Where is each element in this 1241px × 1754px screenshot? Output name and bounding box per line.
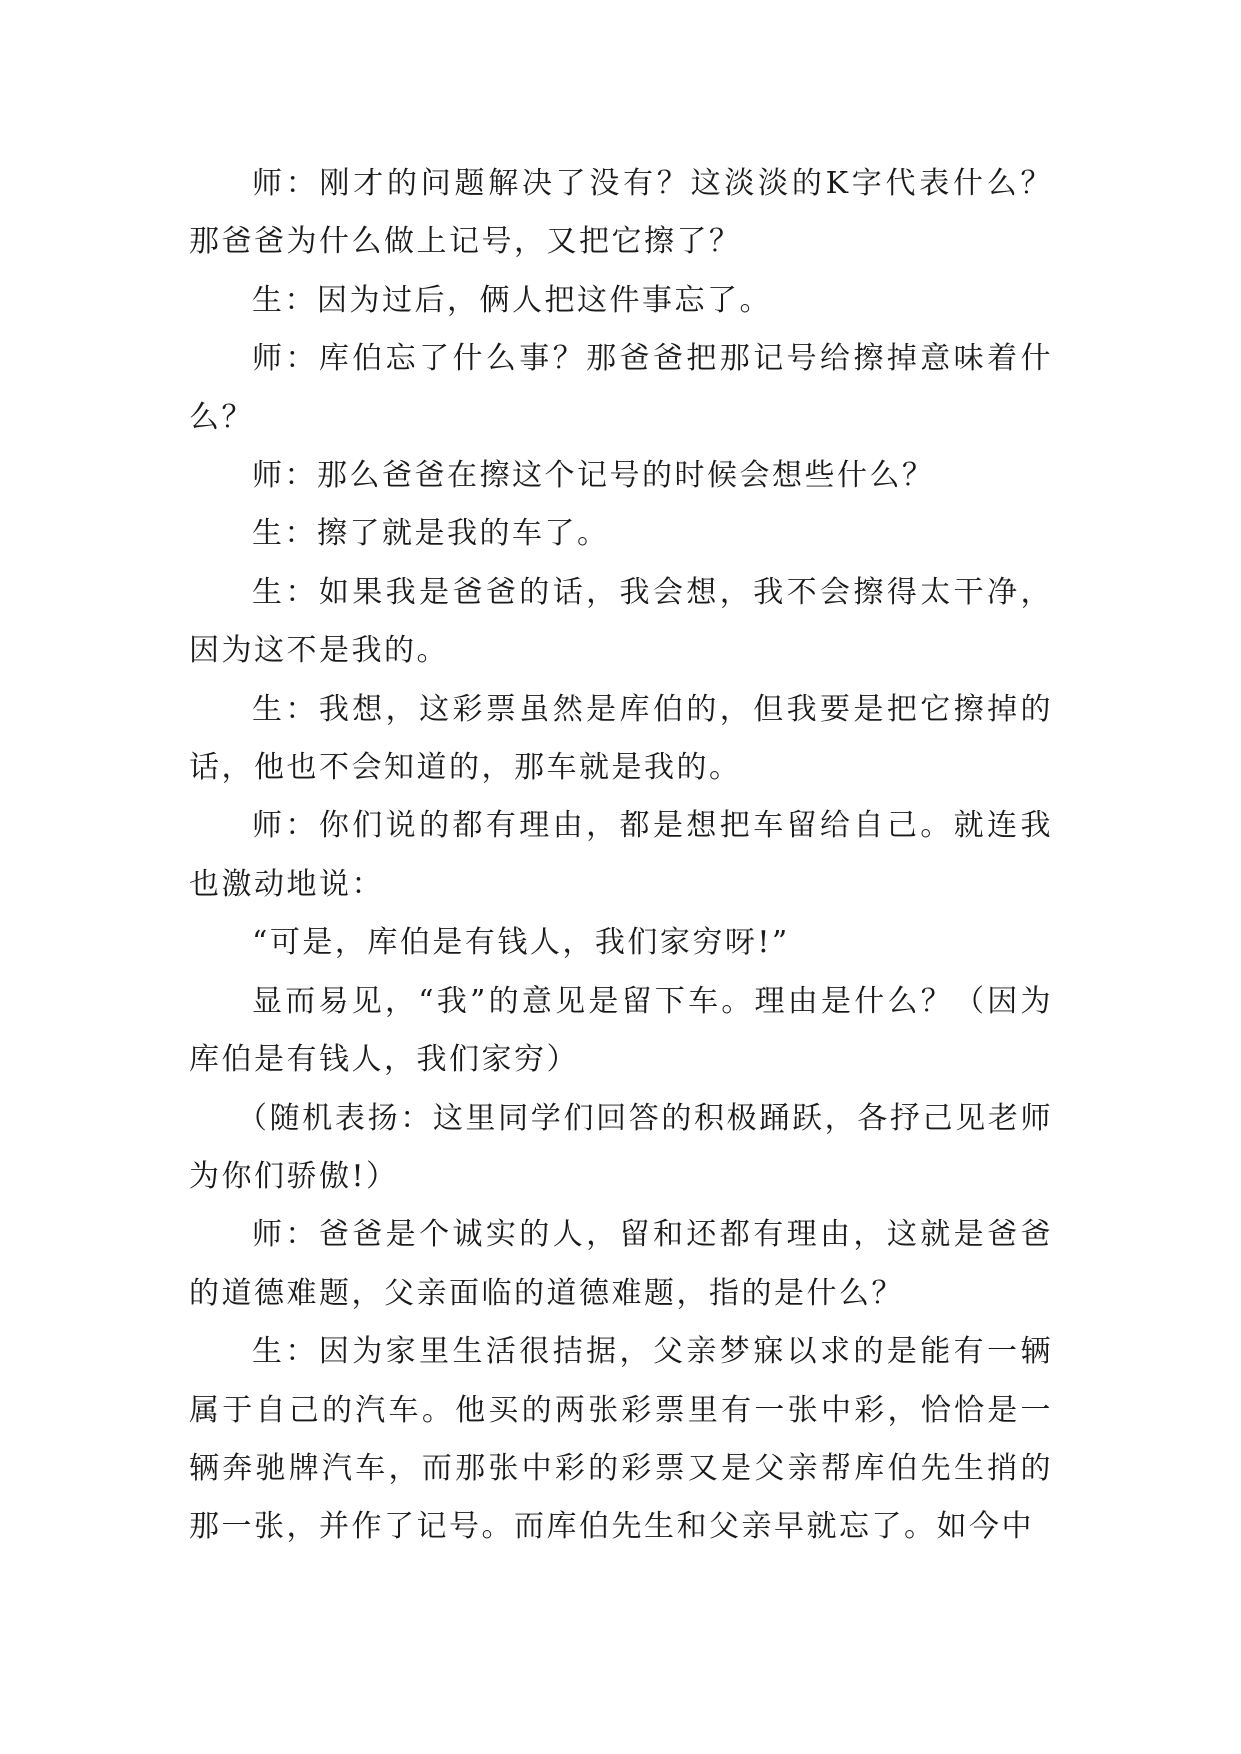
paragraph-4: 师：那么爸爸在擦这个记号的时候会想些什么？ [252,458,935,494]
paragraph-3: 师：库伯忘了什么事？那爸爸把那记号给擦掉意味着什么？ [189,341,1053,435]
paragraph-8: 师：你们说的都有理由，都是想把车留给自己。就连我也激动地说： [189,808,1053,902]
paragraph-6: 生：如果我是爸爸的话，我会想，我不会擦得太干净，因为这不是我的。 [189,574,1053,669]
paragraph-7: 生：我想，这彩票虽然是库伯的，但我要是把它擦掉的话，他也不会知道的，那车就是我的。 [189,691,1053,786]
paragraph-praise-note: （随机表扬：这里同学们回答的积极踊跃，各抒己见老师为你们骄傲!） [189,1100,1053,1194]
paragraph-quote: “可是，库伯是有钱人，我们家穷呀!” [252,925,790,961]
paragraph-12: 师：爸爸是个诚实的人，留和还都有理由，这就是爸爸的道德难题，父亲面临的道德难题，指的是什么？ [189,1217,1053,1311]
paragraph-2: 生：因为过后，俩人把这件事忘了。 [252,282,772,318]
paragraph-13: 生：因为家里生活很拮据，父亲梦寐以求的是能有一辆属于自己的汽车。他买的两张彩票里有一张中彩，恰恰是一辆奔驰牌汽车，而那张中彩的彩票又是父亲帮库伯先生捎的那一张，并作了记号。而库伯先生和父亲早就忘了。如今中 [189,1334,1053,1545]
paragraph-5: 生：擦了就是我的车了。 [252,516,610,552]
paragraph-10: 显而易见，“我”的意见是留下车。理由是什么？（因为库伯是有钱人，我们家穷） [189,983,1053,1078]
paragraph-1: 师：刚才的问题解决了没有？这淡淡的K字代表什么？那爸爸为什么做上记号，又把它擦了？ [189,166,1053,260]
document-body [189,155,1053,1557]
